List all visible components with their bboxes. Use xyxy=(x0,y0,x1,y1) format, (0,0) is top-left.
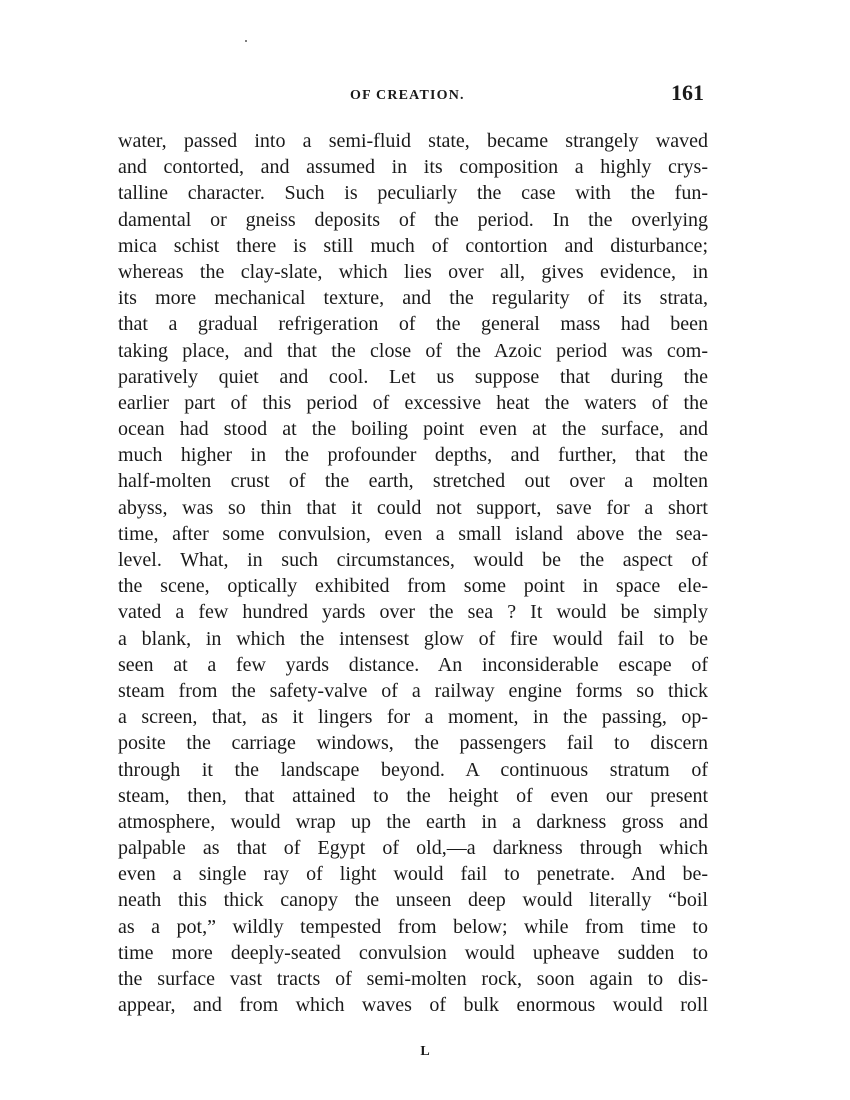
text-line: time, after some convulsion, even a small island above the sea- xyxy=(118,522,708,545)
text-line: the scene, optically exhibited from some point in space ele- xyxy=(118,575,708,598)
running-head: OF CREATION. xyxy=(350,88,465,103)
text-line: half-molten crust of the earth, stretched out over a molten xyxy=(118,470,708,493)
paper-speck xyxy=(245,40,247,42)
text-line: and contorted, and assumed in its composition a highly crys- xyxy=(118,156,708,179)
text-line: whereas the clay-slate, which lies over all, gives evidence, in xyxy=(118,260,708,283)
text-line: paratively quiet and cool. Let us suppose that during the xyxy=(118,365,708,388)
text-line: posite the carriage windows, the passengers fail to discern xyxy=(118,732,708,755)
body-text xyxy=(118,128,708,1018)
page-header xyxy=(118,80,708,110)
text-line: a screen, that, as it lingers for a moment, in the passing, op- xyxy=(118,706,708,729)
text-line: the surface vast tracts of semi-molten rock, soon again to dis- xyxy=(118,968,708,990)
text-line: taking place, and that the close of the Azoic period was com- xyxy=(118,339,708,362)
signature-mark: L xyxy=(420,1044,430,1059)
text-line: steam from the safety-valve of a railway engine forms so thick xyxy=(118,679,708,702)
text-line: ocean had stood at the boiling point even at the surface, and xyxy=(118,418,708,441)
text-line: through it the landscape beyond. A continuous stratum of xyxy=(118,758,708,781)
text-line: mica schist there is still much of contortion and disturbance; xyxy=(118,234,708,257)
text-line: time more deeply-seated convulsion would upheave sudden to xyxy=(118,941,708,964)
text-line: its more mechanical texture, and the regularity of its strata, xyxy=(118,287,708,310)
text-line: vated a few hundred yards over the sea ? It would be simply xyxy=(118,601,708,624)
text-line: damental or gneiss deposits of the period. In the overlying xyxy=(118,208,708,231)
text-line: atmosphere, would wrap up the earth in a darkness gross and xyxy=(118,810,708,833)
text-line: as a pot,” wildly tempested from below; while from time to xyxy=(118,915,708,938)
text-line: much higher in the profounder depths, and further, that the xyxy=(118,444,708,467)
page-number: 161 xyxy=(671,80,704,105)
text-line: appear, and from which waves of bulk enormous would roll xyxy=(118,994,708,1017)
text-line: level. What, in such circumstances, would be the aspect of xyxy=(118,549,708,571)
text-line: palpable as that of Egypt of old,—a darkness through which xyxy=(118,837,708,860)
text-line: steam, then, that attained to the height of even our present xyxy=(118,784,708,807)
text-line: talline character. Such is peculiarly the case with the fun- xyxy=(118,182,708,205)
text-line: seen at a few yards distance. An inconsiderable escape of xyxy=(118,653,708,676)
text-line: that a gradual refrigeration of the general mass had been xyxy=(118,313,708,336)
text-line: even a single ray of light would fail to penetrate. And be- xyxy=(118,863,708,886)
text-line: neath this thick canopy the unseen deep would literally “boil xyxy=(118,889,708,912)
text-line: a blank, in which the intensest glow of fire would fail to be xyxy=(118,627,708,650)
text-line: abyss, was so thin that it could not support, save for a short xyxy=(118,496,708,519)
text-line: water, passed into a semi-fluid state, became strangely waved xyxy=(118,130,708,152)
text-line: earlier part of this period of excessive heat the waters of the xyxy=(118,391,708,414)
